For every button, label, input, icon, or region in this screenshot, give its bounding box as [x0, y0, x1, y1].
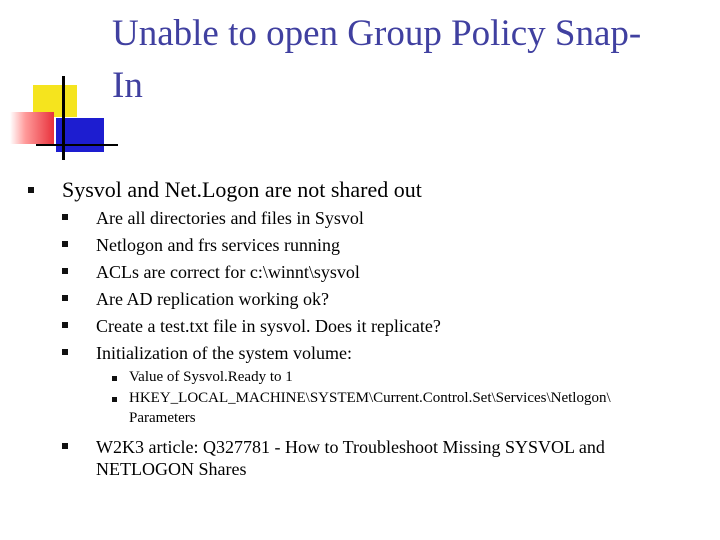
bullet-square-icon: [62, 295, 68, 301]
level2-bullet-text: Are AD replication working ok?: [96, 289, 329, 309]
level2-bullet-text: Netlogon and frs services running: [96, 235, 340, 255]
level2-bullet-text: Are all directories and files in Sysvol: [96, 208, 364, 228]
bullet-square-icon: [112, 376, 117, 381]
title-line-1: Unable to open Group Policy Snap-: [112, 13, 642, 54]
bullet-square-icon: [62, 443, 68, 449]
level3-bullet-text: Value of Sysvol.Ready to 1: [129, 369, 293, 385]
logo-horizontal-line: [36, 144, 118, 146]
bullet-square-icon: [62, 214, 68, 220]
logo-vertical-line: [62, 76, 65, 160]
level2-bullet-text: Create a test.txt file in sysvol. Does it replicate?: [96, 316, 441, 336]
slide-title: [112, 8, 712, 112]
level1-bullet-text: Sysvol and Net.Logon are not shared out: [62, 177, 422, 202]
article-bullet-text-line-1: W2K3 article: Q327781 - How to Troubleshoot Missing SYSVOL and: [96, 437, 605, 457]
bullet-square-icon: [62, 322, 68, 328]
bullet-square-icon: [62, 349, 68, 355]
slide-logo: [0, 0, 120, 170]
title-line-2: In: [112, 65, 143, 106]
bullet-square-icon: [62, 241, 68, 247]
article-bullet-text-line-2: NETLOGON Shares: [96, 459, 247, 479]
level2-bullet-text: Initialization of the system volume:: [96, 343, 352, 363]
level3-bullet-text: HKEY_LOCAL_MACHINE\SYSTEM\Current.Control.Set\Services\Netlogon\: [129, 390, 611, 406]
logo-red-square: [10, 112, 54, 144]
bullet-square-icon: [62, 268, 68, 274]
bullet-square-icon: [112, 397, 117, 402]
level2-bullet-text: ACLs are correct for c:\winnt\sysvol: [96, 262, 360, 282]
bullet-square-icon: [28, 187, 34, 193]
level3-bullet-text-continued: Parameters: [129, 410, 196, 426]
